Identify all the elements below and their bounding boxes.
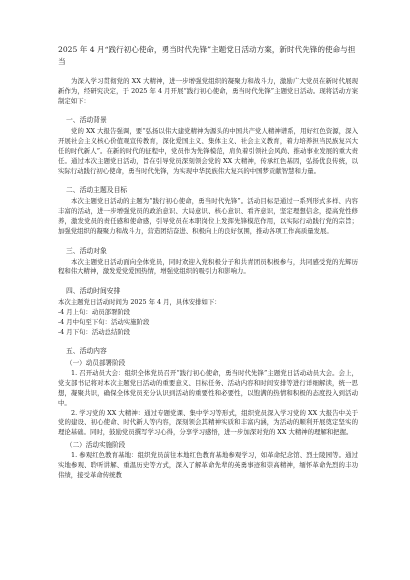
schedule-paragraph: 本次主题党日活动时间为 2025 年 4 月，具体安排如下： — [58, 298, 221, 307]
subsection-heading-mobilization: （一）动员部署阶段 — [66, 359, 126, 368]
schedule-item: -4 月中旬至下旬：活动实施阶段 — [58, 317, 150, 326]
section-heading-theme-goals: 二、活动主题及目标 — [66, 186, 128, 195]
theme-goals-paragraph: 本次主题党日活动的主题为“践行初心使命，勇当时代先锋”。活动目标是通过一系列形式多样、内容丰富的活动，进一步增强党员的政治意识、大局意识、核心意识、看齐意识，坚定理想信念，提高党性修养，激发党员的责任感和使命感，引导党员在本职岗位上发挥先锋模范作用，以实际行动践行党的宗旨；加强党组织的凝聚力和战斗力，营造团结奋进、积极向上的良好氛围，推动各项工作高质量发展。 — [58, 197, 358, 235]
schedule-item: -4 月上旬：动员部署阶段 — [58, 307, 131, 316]
mobilization-paragraph-1: 1. 召开动员大会：组织全体党员召开“践行初心使命，勇当时代先锋”主题党日活动动员大会。会上，党支部书记将对本次主题党日活动的重要意义、目标任务、活动内容和时间安排等进行详细解读，统一思想，凝聚共识，确保全体党员充分认识到活动的重要性和必要性，以饱满的热情和积极的态度投入到活动中。 — [58, 369, 358, 407]
intro-paragraph: 为深入学习贯彻党的 XX 大精神，进一步增强党组织的凝聚力和战斗力，激励广大党员在新时代展现新作为，经研究决定，于 2025 年 4 月开展“践行初心使命，勇当时代先锋”主题党日活动。现将活动方案制定如下： — [58, 77, 358, 105]
section-heading-background: 一、活动背景 — [66, 116, 107, 125]
section-heading-schedule: 四、活动时间安排 — [66, 287, 121, 296]
section-heading-content: 五、活动内容 — [66, 347, 107, 356]
implementation-paragraph-1: 1. 参观红色教育基地：组织党员前往本地红色教育基地参观学习，如革命纪念馆、烈士陵园等。通过实地参观、聆听讲解、重温历史等方式，深入了解革命先辈的英勇事迹和崇高精神，缅怀革命先烈的丰功伟绩，接受革命传统教 — [58, 450, 358, 479]
background-paragraph: 党的 XX 大报告强调，要“弘扬以伟大建党精神为源头的中国共产党人精神谱系，用好红色资源，深入开展社会主义核心价值观宣传教育，深化爱国主义、集体主义、社会主义教育，着力培养担当民族复兴大任的时代新人”。在新的时代的征程中，党员作为先锋模范，肩负着引领社会风尚、推动事业发展的重大责任。通过本次主题党日活动，旨在引导党员深刻领会党的 XX 大精神，传承红色基因，弘扬优良传统，以实际行动践行初心使命，勇当时代先锋，为实现中华民族伟大复兴的中国梦贡献智慧和力量。 — [58, 127, 358, 175]
document-title: 2025 年 4 月“践行初心使命，勇当时代先锋”主题党日活动方案，新时代先锋的使命与担当 — [58, 45, 356, 66]
mobilization-paragraph-2: 2. 学习党的 XX 大精神：通过专题党课、集中学习等形式，组织党员深入学习党的 XX 大报告中关于党的建设、初心使命、时代新人等内容，深刻领会其精神实质和丰富内涵，为活动的顺利开展奠定坚实的理论基础。同时，鼓励党员撰写学习心得，分享学习感悟，进一步加深对党的 XX 大精神的理解和把握。 — [58, 408, 358, 437]
participants-paragraph: 本次主题党日活动面向全体党员，同时欢迎入党积极分子和共青团员积极参与，共同感受党的光辉历程和伟大精神，激发爱党爱国热情，增强党组织的吸引力和影响力。 — [58, 257, 358, 276]
section-heading-participants: 三、活动对象 — [66, 246, 107, 255]
subsection-heading-implementation: （二）活动实施阶段 — [66, 440, 126, 449]
schedule-item: -4 月下旬：活动总结阶段 — [58, 327, 131, 336]
